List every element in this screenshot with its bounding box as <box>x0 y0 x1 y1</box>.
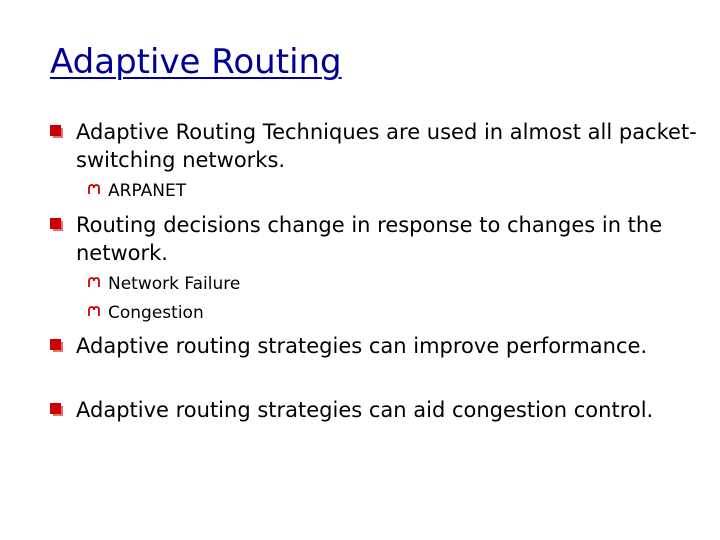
square-bullet-icon <box>50 218 63 231</box>
curved-bullet-icon <box>88 306 100 316</box>
bullet-text: Adaptive Routing Techniques are used in almost all packet-switching networks. <box>76 120 697 172</box>
bullet-text: Adaptive routing strategies can improve performance. <box>76 334 648 358</box>
sub-bullet-item <box>88 270 688 298</box>
bullet-item-2 <box>50 211 700 267</box>
bullet-text: Routing decisions change in response to changes in the network. <box>76 213 663 265</box>
bullet-item-4 <box>50 396 700 424</box>
slide-title: Adaptive Routing <box>50 42 342 82</box>
curved-bullet-icon <box>88 184 100 194</box>
sub-bullet-text: ARPANET <box>108 181 187 201</box>
bullet-item-1 <box>50 118 700 174</box>
curved-bullet-icon <box>88 277 100 287</box>
sub-bullet-item <box>88 299 688 327</box>
sub-bullet-text: Network Failure <box>108 274 241 294</box>
bullet-item-3 <box>50 332 700 360</box>
sub-bullet-item <box>88 177 688 205</box>
square-bullet-icon <box>50 403 63 416</box>
square-bullet-icon <box>50 339 63 352</box>
sub-bullet-text: Congestion <box>108 303 204 323</box>
bullet-text: Adaptive routing strategies can aid congestion control. <box>76 398 654 422</box>
square-bullet-icon <box>50 125 63 138</box>
